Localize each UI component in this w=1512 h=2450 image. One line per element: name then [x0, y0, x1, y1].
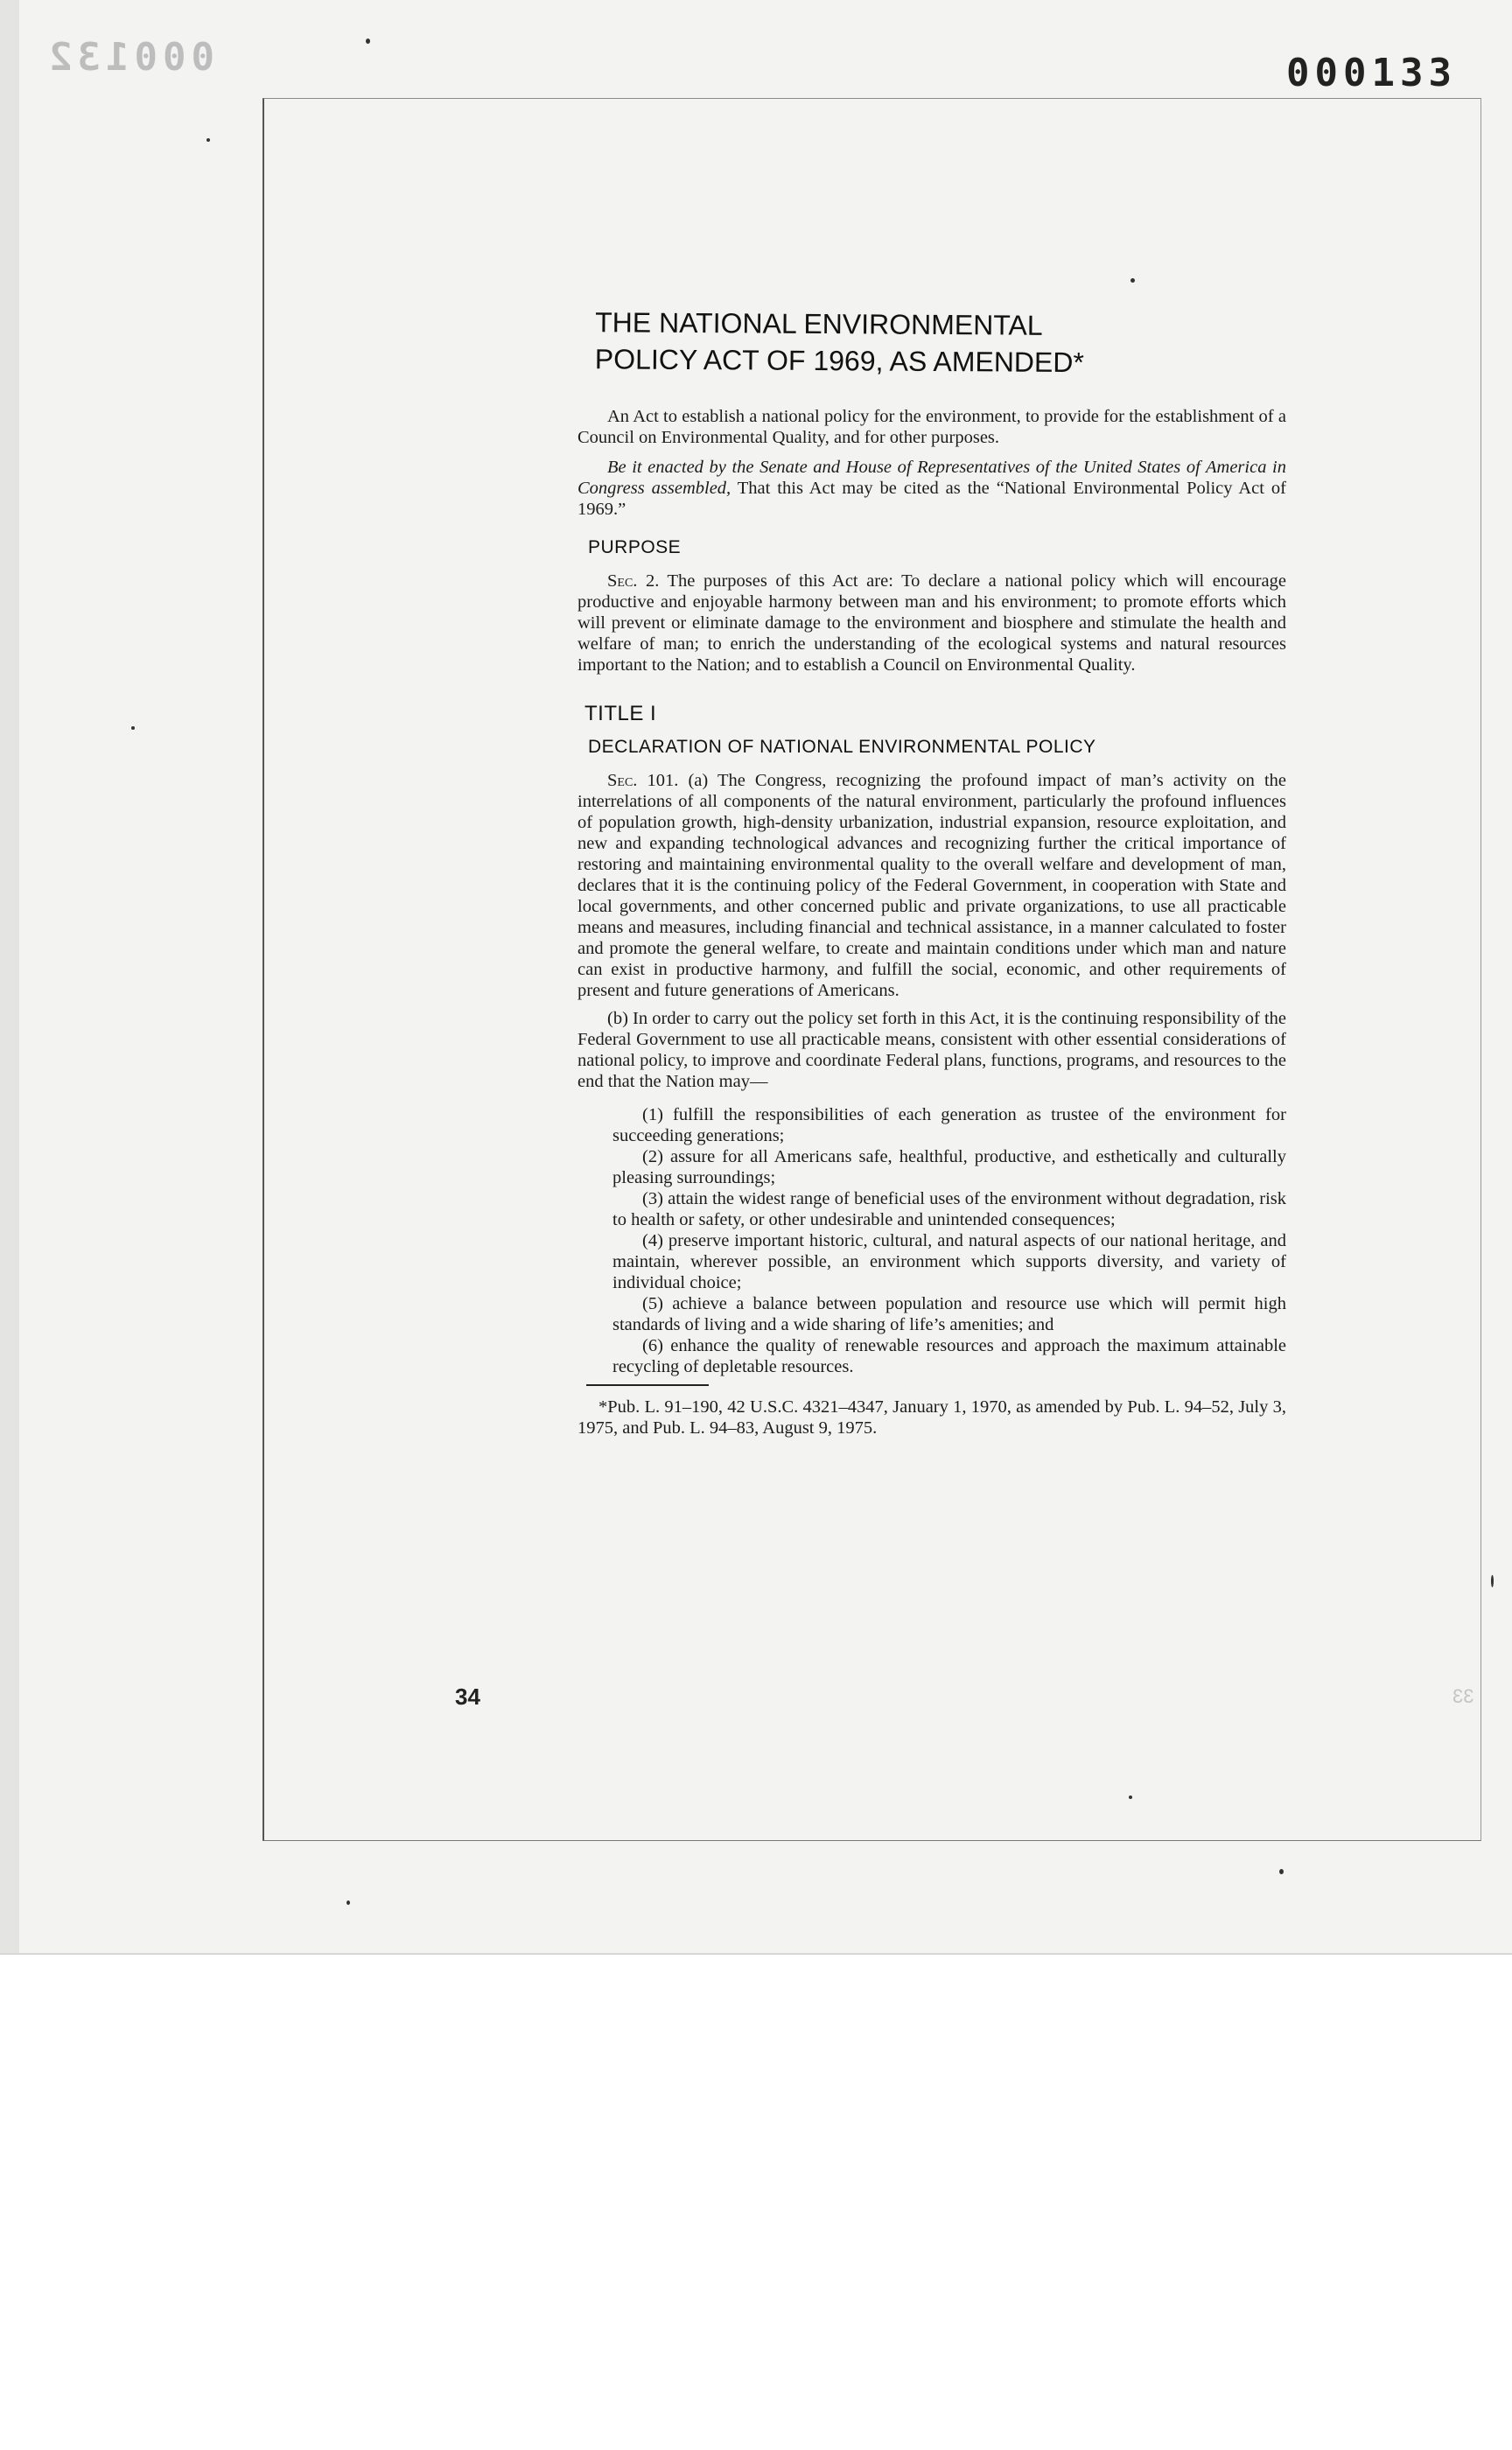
scan-speck: [346, 1900, 350, 1905]
purpose-heading: PURPOSE: [588, 537, 682, 557]
list-item: [612, 1230, 1286, 1293]
section-101b: (b) In order to carry out the policy set forth in this Act, it is the continuing responsibility of the Federal Government to use all practicable means, consistent with other essential considerations of national policy, to improve and coordinate Federal plans, functions, programs, and resources to the end that the Nation may—: [578, 1009, 1286, 1091]
bleed-through-stamp: 000132: [44, 35, 214, 80]
list-item-text: (3) attain the widest range of beneficial uses of the environment without degradation, risk to health or safety, or other undesirable and unintended consequences;: [612, 1189, 1286, 1229]
document-control-stamp: 000133: [1286, 51, 1457, 95]
section-2-label: Sec. 2.: [607, 571, 660, 591]
title-line-1: THE NATIONAL ENVIRONMENTAL: [595, 306, 1043, 341]
scan-speck: [131, 726, 135, 730]
list-item: [612, 1146, 1286, 1188]
preamble: An Act to establish a national policy for the environment, to provide for the establishment of a Council on Environmental Quality, and for other purposes.: [578, 407, 1286, 447]
list-item: [612, 1104, 1286, 1146]
scan-speck: [1491, 1575, 1494, 1587]
list-item: [612, 1293, 1286, 1335]
bleed-through-page-number: 33: [1452, 1685, 1474, 1707]
list-item-text: (5) achieve a balance between population and resource use which will permit high standards of living and a wide sharing of life’s amenities; and: [612, 1294, 1286, 1334]
scan-speck: [1129, 1796, 1132, 1799]
page-title: [595, 304, 1287, 382]
section-2: [578, 570, 1286, 676]
statute-text: [578, 306, 1286, 1438]
title-one-heading: TITLE I: [584, 702, 657, 725]
list-item-text: (6) enhance the quality of renewable resources and approach the maximum attainable recycling of depletable resources.: [612, 1336, 1286, 1376]
scan-speck: [1130, 278, 1135, 283]
section-2-text: The purposes of this Act are: To declare a national policy which will encourage productive and enjoyable harmony between man and his environment; to promote efforts which will prevent or eliminate damage to the environment and biosphere and stimulate the health and welfare of man; to enrich the understanding of the ecological systems and natural resources important to the Nation; and to establish a Council on Environmental Quality.: [578, 571, 1286, 675]
list-item-text: (2) assure for all Americans safe, healthful, productive, and esthetically and culturally pleasing surroundings;: [612, 1147, 1286, 1187]
list-item-text: (4) preserve important historic, cultural, and natural aspects of our national heritage, and maintain, wherever possible, an environment which supports diversity, and variety of individual choice;: [612, 1231, 1286, 1292]
enacting-clause: [578, 457, 1286, 520]
section-101-label: Sec. 101.: [607, 771, 679, 790]
list-item-text: (1) fulfill the responsibilities of each generation as trustee of the environment for succeeding generations;: [612, 1105, 1286, 1145]
section-101a: [578, 770, 1286, 1001]
page-number: 34: [455, 1684, 480, 1710]
footnote-divider: [586, 1384, 709, 1386]
scan-speck: [206, 138, 210, 142]
scan-speck: [1279, 1869, 1284, 1874]
list-item: [612, 1188, 1286, 1230]
footnote: *Pub. L. 91–190, 42 U.S.C. 4321–4347, January 1, 1970, as amended by Pub. L. 94–52, July 3, 1975, and Pub. L. 94–83, August 9, 1975.: [578, 1397, 1286, 1438]
list-item: [612, 1335, 1286, 1377]
policy-goals-list: [578, 1104, 1286, 1377]
enacting-clause-rest: That this Act may be cited as the “National Environmental Policy Act of 1969.”: [578, 479, 1286, 519]
enacting-clause-italic: Be it enacted by the Senate and House of Representatives of the United States of America in Congress assembled,: [578, 458, 1286, 498]
title-line-2: POLICY ACT OF 1969, AS AMENDED*: [594, 343, 1085, 379]
section-101a-text: (a) The Congress, recognizing the profound impact of man’s activity on the interrelations of all components of the natural environment, particularly the profound influences of population growth, high-density urbanization, industrial expansion, resource exploitation, and new and expanding technological advances and recognizing further the critical importance of restoring and maintaining environmental quality to the overall welfare and development of man, declares that it is the continuing policy of the Federal Government, in cooperation with State and local governments, and other concerned public and private organizations, to use all practicable means and measures, including financial and technical assistance, in a manner calculated to foster and promote the general welfare, to create and maintain conditions under which man and nature can exist in productive harmony, and fulfill the social, economic, and other requirements of present and future generations of Americans.: [578, 771, 1286, 1000]
scan-speck: [366, 38, 370, 44]
declaration-heading: DECLARATION OF NATIONAL ENVIRONMENTAL POLICY: [588, 737, 1096, 757]
scan-edge-strip: [0, 0, 19, 1953]
